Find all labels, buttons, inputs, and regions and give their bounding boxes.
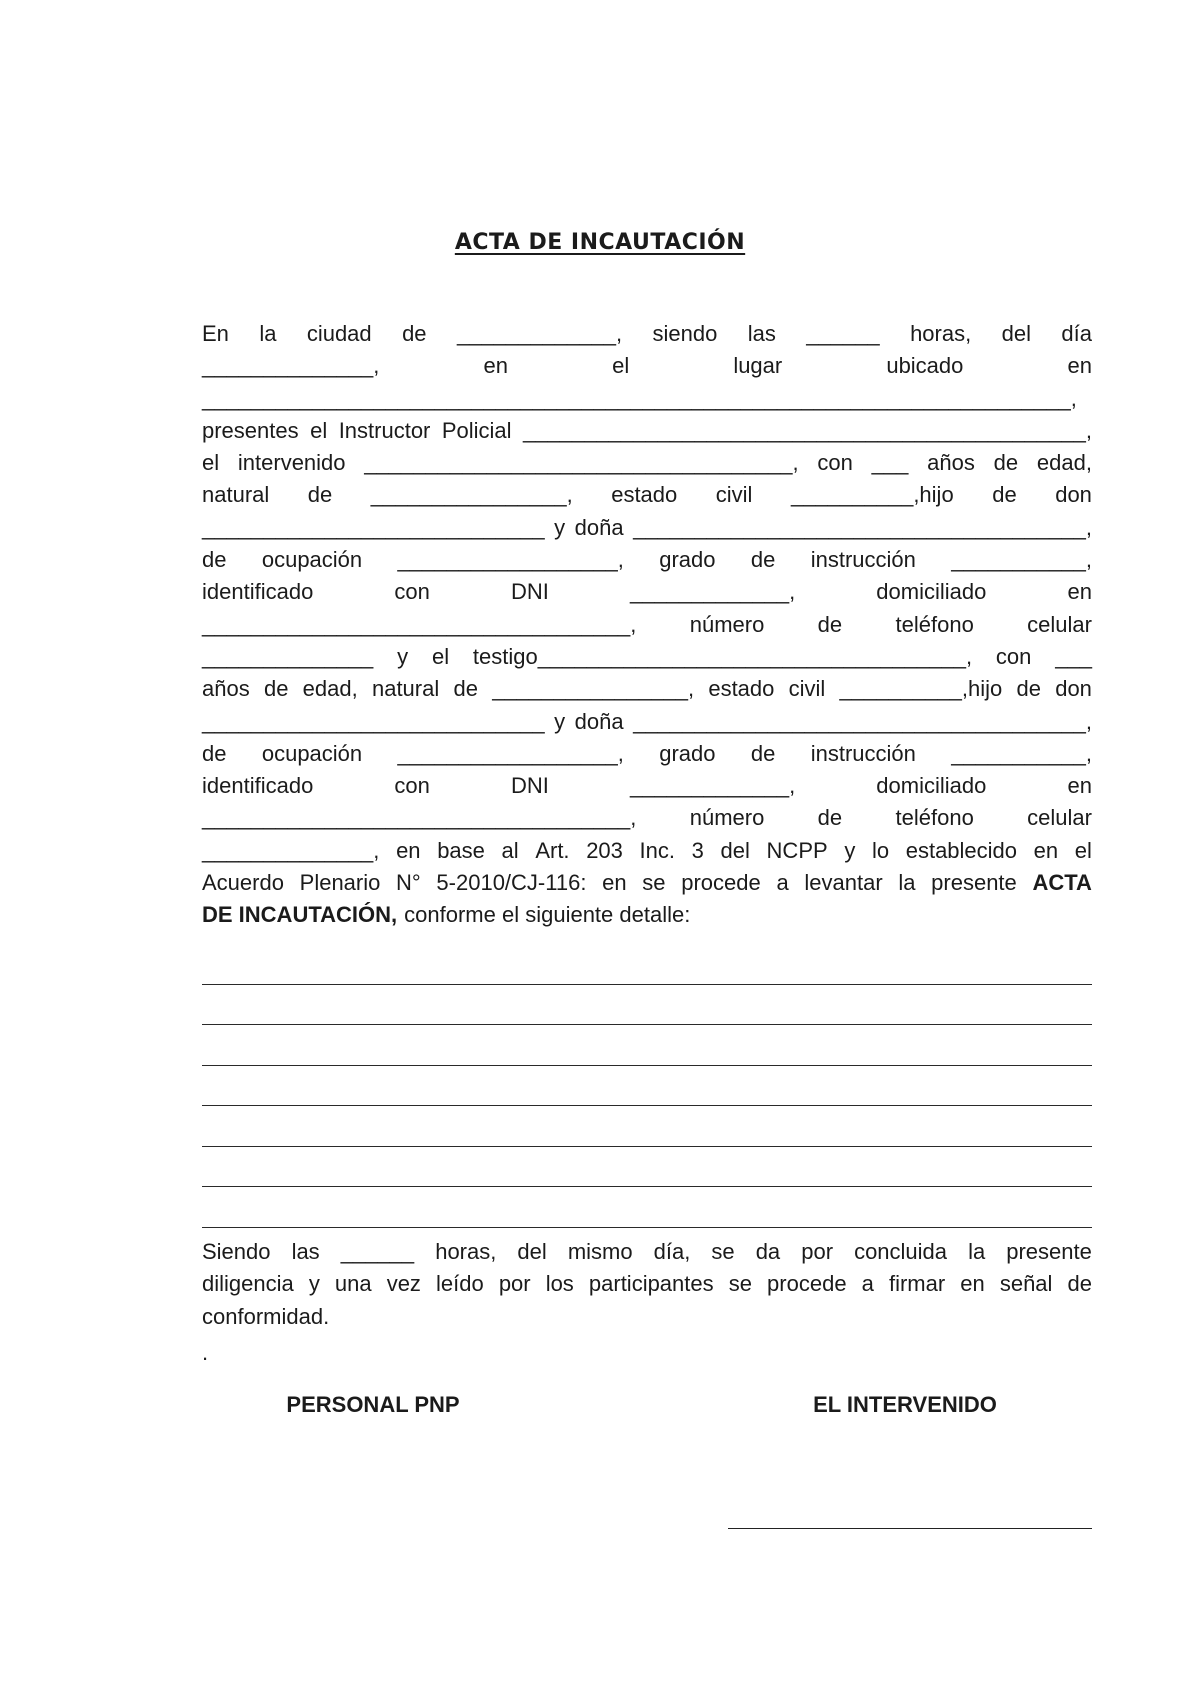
body-word: domiciliado <box>876 773 987 799</box>
body-word: en <box>1067 353 1092 379</box>
body-line <box>202 512 1092 544</box>
body-line <box>202 738 1092 770</box>
body-word: al <box>501 837 519 863</box>
closing-word: las <box>291 1239 320 1264</box>
body-word: estado <box>611 482 678 508</box>
body-word: DNI <box>511 579 549 605</box>
body-word: lugar <box>733 353 783 379</box>
body-word: en <box>396 837 421 863</box>
body-word: presente <box>931 870 1017 896</box>
closing-word: una <box>334 1271 372 1297</box>
document-body <box>202 318 1092 932</box>
body-word: intervenido <box>237 450 346 476</box>
witness-civil-status-blank[interactable]: __________,hijo <box>839 676 1003 702</box>
dni-blank[interactable]: _____________, <box>630 579 796 605</box>
body-word: de <box>992 482 1017 508</box>
body-word: la <box>259 321 277 346</box>
body-word: procede <box>681 870 761 896</box>
body-word: instrucción <box>810 547 916 573</box>
body-line <box>202 641 1092 673</box>
body-line <box>202 415 1092 447</box>
body-word: teléfono <box>895 805 974 831</box>
body-word: ocupación <box>261 740 363 766</box>
signature-label-intervened: EL INTERVENIDO <box>813 1392 997 1417</box>
body-word: horas, <box>910 321 972 346</box>
witness-father-blank[interactable]: ____________________________ <box>202 708 545 734</box>
body-line <box>202 867 1092 899</box>
witness-mother-blank[interactable]: _____________________________________, <box>633 708 1092 734</box>
body-line <box>202 479 1092 511</box>
body-word: DNI <box>511 773 549 799</box>
signature-line[interactable] <box>728 1528 1092 1529</box>
body-word: identificado <box>202 773 314 799</box>
body-word: de <box>402 321 427 346</box>
body-words: conforme el siguiente detalle: <box>404 902 691 928</box>
age-blank[interactable]: ___ <box>871 450 909 476</box>
body-line <box>202 383 1092 415</box>
address-blank[interactable]: ___________________________________, <box>202 611 637 637</box>
stray-dot: . <box>202 1340 209 1365</box>
body-word: de <box>993 450 1019 476</box>
closing-word: concluida <box>854 1239 948 1264</box>
body-word: de <box>750 547 776 573</box>
body-word: número <box>689 611 765 637</box>
body-word: se <box>642 870 666 896</box>
closing-word: diligencia <box>202 1271 294 1297</box>
closing-word: Siendo <box>202 1239 271 1264</box>
body-word: Plenario <box>299 870 381 896</box>
closing-paragraph <box>202 1236 1092 1333</box>
body-word: teléfono <box>895 611 974 637</box>
body-word: En <box>202 321 229 346</box>
body-word: civil <box>788 676 826 702</box>
body-word: instrucción <box>810 740 916 766</box>
body-word: natural <box>371 676 440 702</box>
body-word: en <box>602 870 627 896</box>
instructor-blank[interactable]: ______________________________________________, <box>523 417 1092 443</box>
witness-education-blank[interactable]: ___________, <box>951 740 1092 766</box>
closing-word: por <box>801 1239 834 1264</box>
detail-lines <box>202 944 1092 1228</box>
intervened-name-blank[interactable]: ___________________________________, <box>364 450 799 476</box>
father-blank[interactable]: ____________________________ <box>202 514 545 540</box>
body-word: y <box>397 643 409 669</box>
closing-line <box>202 1268 1092 1300</box>
closing-word: se <box>711 1239 735 1264</box>
body-word: del <box>720 837 750 863</box>
body-word: de <box>1016 676 1041 702</box>
hour-blank[interactable]: ______ <box>806 321 880 346</box>
closing-hour-blank[interactable]: ______ <box>340 1239 415 1264</box>
body-line <box>202 447 1092 479</box>
witness-origin-blank[interactable]: ________________, <box>492 676 695 702</box>
body-word: lo <box>871 837 890 863</box>
body-word: edad, <box>302 676 358 702</box>
body-word: de <box>453 676 478 702</box>
body-word: con <box>995 643 1032 669</box>
body-word: Art. <box>535 837 570 863</box>
body-line <box>202 899 1092 931</box>
body-word: natural <box>202 482 270 508</box>
body-word: y <box>844 837 856 863</box>
body-word: en <box>483 353 508 379</box>
location-blank[interactable]: _______________________________________________________________________, <box>202 385 1077 411</box>
body-word: con <box>394 579 430 605</box>
body-word: de <box>202 547 227 573</box>
closing-word: conformidad. <box>202 1303 330 1329</box>
body-word: identificado <box>202 579 314 605</box>
body-line <box>202 770 1092 802</box>
body-word: grado <box>659 547 716 573</box>
body-word: grado <box>659 740 716 766</box>
closing-word: firmar <box>888 1271 946 1297</box>
body-word: el <box>1074 837 1092 863</box>
body-word: doña <box>574 514 624 540</box>
witness-dni-blank[interactable]: _____________, <box>630 773 796 799</box>
body-word: don <box>1055 482 1092 508</box>
body-word: en <box>1033 837 1059 863</box>
detail-line[interactable] <box>202 1066 1092 1107</box>
detail-line[interactable] <box>202 1187 1092 1228</box>
body-word: de <box>263 676 289 702</box>
body-word: y <box>554 708 566 734</box>
closing-word: a <box>861 1271 874 1297</box>
body-line <box>202 350 1092 382</box>
detail-line[interactable] <box>202 985 1092 1026</box>
body-word: de <box>307 482 333 508</box>
closing-word: procede <box>767 1271 847 1297</box>
origin-blank[interactable]: ________________, <box>370 482 573 508</box>
document-title: ACTA DE INCAUTACIÓN <box>454 230 746 255</box>
body-word: edad, <box>1036 450 1092 476</box>
closing-word: del <box>517 1239 547 1264</box>
body-word: levantar <box>804 870 883 896</box>
body-word: siendo <box>652 321 718 346</box>
closing-word: los <box>545 1271 574 1297</box>
phone-blank[interactable]: ______________ <box>202 643 374 669</box>
day-blank[interactable]: ______________, <box>202 353 380 379</box>
body-word: con <box>817 450 853 476</box>
body-word: doña <box>574 708 624 734</box>
closing-word: día, <box>653 1239 691 1264</box>
body-word: día <box>1061 321 1092 346</box>
closing-word: participantes <box>588 1271 714 1297</box>
body-word: el <box>431 643 450 669</box>
body-word: el <box>310 417 328 443</box>
body-line <box>202 318 1092 350</box>
body-word: ubicado <box>886 353 964 379</box>
body-word: establecido <box>905 837 1018 863</box>
body-word: N° <box>396 870 421 896</box>
body-word: celular <box>1027 611 1092 637</box>
body-line <box>202 544 1092 576</box>
body-word: el <box>202 450 220 476</box>
body-word: con <box>394 773 430 799</box>
body-word: de <box>202 740 227 766</box>
body-word: civil <box>715 482 753 508</box>
body-word: años <box>927 450 975 476</box>
witness-phone-blank[interactable]: ______________, <box>202 837 380 863</box>
closing-word: horas, <box>435 1239 497 1264</box>
civil-status-blank[interactable]: __________,hijo <box>790 482 954 508</box>
body-word: ciudad <box>306 321 372 346</box>
body-word: y <box>554 514 566 540</box>
body-word: del <box>1001 321 1031 346</box>
closing-word: se <box>728 1271 752 1297</box>
body-word: ocupación <box>261 547 363 573</box>
body-line <box>202 835 1092 867</box>
body-line <box>202 576 1092 608</box>
body-word: estado <box>708 676 775 702</box>
body-line <box>202 609 1092 641</box>
body-word: base <box>437 837 485 863</box>
body-word: presentes <box>202 417 299 443</box>
detail-line[interactable] <box>202 1147 1092 1188</box>
closing-word: da <box>755 1239 781 1264</box>
closing-word: de <box>1067 1271 1092 1297</box>
body-line <box>202 802 1092 834</box>
body-word: número <box>689 805 765 831</box>
body-word: NCPP <box>766 837 828 863</box>
closing-word: la <box>968 1239 986 1264</box>
body-word: de <box>817 611 843 637</box>
body-word: Instructor <box>338 417 431 443</box>
body-word: el <box>612 353 630 379</box>
occupation-blank[interactable]: __________________, <box>397 547 624 573</box>
closing-word: presente <box>1006 1239 1092 1264</box>
body-word: Acuerdo <box>202 870 284 896</box>
body-word: 3 <box>691 837 704 863</box>
body-line <box>202 706 1092 738</box>
body-word: Inc. <box>639 837 676 863</box>
body-word: 203 <box>586 837 623 863</box>
body-word-bold: ACTA <box>1032 870 1092 896</box>
witness-address-blank[interactable]: ___________________________________, <box>202 805 637 831</box>
body-word: celular <box>1027 805 1092 831</box>
closing-word: mismo <box>567 1239 633 1264</box>
body-word: de <box>817 805 843 831</box>
body-word: de <box>750 740 776 766</box>
body-word: en <box>1067 773 1092 799</box>
body-word: 5-2010/CJ-116: <box>436 870 587 896</box>
education-blank[interactable]: ___________, <box>951 547 1092 573</box>
closing-word: por <box>498 1271 531 1297</box>
closing-line <box>202 1236 1092 1268</box>
body-word: años <box>202 676 250 702</box>
body-word: Policial <box>441 417 512 443</box>
body-word: la <box>898 870 916 896</box>
city-blank[interactable]: _____________, <box>456 321 623 346</box>
closing-word: leído <box>436 1271 484 1297</box>
detail-line[interactable] <box>202 944 1092 985</box>
witness-age-blank[interactable]: ___ <box>1055 643 1092 669</box>
body-word: las <box>747 321 776 346</box>
witness-blank[interactable]: testigo___________________________________, <box>472 643 973 669</box>
body-word: domiciliado <box>876 579 987 605</box>
act-name-bold: DE INCAUTACIÓN, <box>202 902 398 928</box>
closing-line <box>202 1301 1092 1333</box>
closing-word: y <box>308 1271 320 1297</box>
witness-occupation-blank[interactable]: __________________, <box>397 740 624 766</box>
closing-word: en <box>960 1271 985 1297</box>
body-word: don <box>1055 676 1092 702</box>
detail-line[interactable] <box>202 1025 1092 1066</box>
body-line <box>202 673 1092 705</box>
closing-word: señal <box>999 1271 1053 1297</box>
closing-word: vez <box>386 1271 421 1297</box>
body-word: a <box>776 870 789 896</box>
signature-label-pnp: PERSONAL PNP <box>286 1392 460 1417</box>
detail-line[interactable] <box>202 1106 1092 1147</box>
mother-blank[interactable]: _____________________________________, <box>633 514 1092 540</box>
body-word: en <box>1067 579 1092 605</box>
